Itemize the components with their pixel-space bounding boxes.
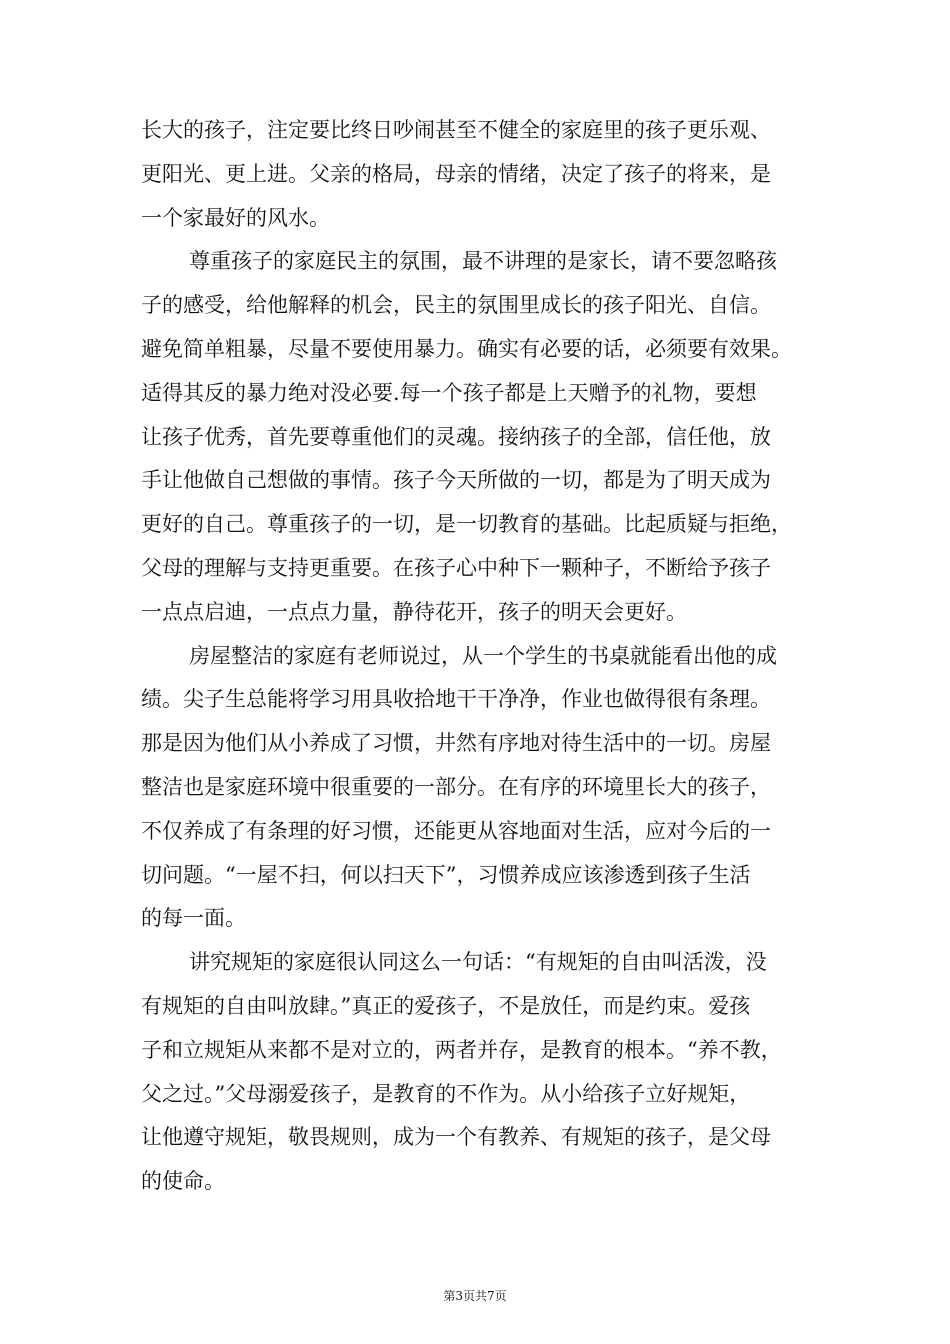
text-line: 的每一面。 xyxy=(141,906,246,931)
text-line: 有规矩的自由叫放肆。”真正的爱孩子，不是放任，而是约束。爱孩 xyxy=(141,993,751,1018)
text-line: 长大的孩子，注定要比终日吵闹甚至不健全的家庭里的孩子更乐观、 xyxy=(141,118,771,142)
paragraph-start-line: 讲究规矩的家庭很认同这么一句话：“有规矩的自由叫活泼，没 xyxy=(189,950,767,975)
text-line: 让他遵守规矩，敬畏规则，成为一个有教养、有规矩的孩子，是父母 xyxy=(141,1125,771,1150)
text-line: 不仅养成了有条理的好习惯，还能更从容地面对生活，应对今后的一 xyxy=(141,818,771,843)
text-line: 父母的理解与支持更重要。在孩子心中种下一颗种子，不断给予孩子 xyxy=(141,555,771,580)
text-line: 一个家最好的风水。 xyxy=(141,205,330,230)
text-line: 更阳光、更上进。父亲的格局，母亲的情绪，决定了孩子的将来，是 xyxy=(141,161,771,186)
text-line: 让孩子优秀，首先要尊重他们的灵魂。接纳孩子的全部，信任他，放 xyxy=(141,424,771,449)
paragraph-start-line: 尊重孩子的家庭民主的氛围，最不讲理的是家长，请不要忽略孩 xyxy=(189,249,777,274)
document-body xyxy=(141,109,831,1204)
text-line: 父之过。”父母溺爱孩子，是教育的不作为。从小给孩子立好规矩， xyxy=(141,1081,751,1106)
paragraph-start-line: 房屋整洁的家庭有老师说过，从一个学生的书桌就能看出他的成 xyxy=(189,643,777,668)
text-line: 那是因为他们从小养成了习惯，井然有序地对待生活中的一切。房屋 xyxy=(141,731,771,756)
text-line: 手让他做自己想做的事情。孩子今天所做的一切，都是为了明天成为 xyxy=(141,468,771,493)
text-line: 切问题。“一屋不扫，何以扫天下”，习惯养成应该渗透到孩子生活 xyxy=(141,862,751,887)
text-line: 子的感受，给他解释的机会，民主的氛围里成长的孩子阳光、自信。 xyxy=(141,293,771,318)
text-line: 绩。尖子生总能将学习用具收拾地干干净净，作业也做得很有条理。 xyxy=(141,687,771,712)
text-line: 整洁也是家庭环境中很重要的一部分。在有序的环境里长大的孩子， xyxy=(141,774,771,799)
text-line: 避免简单粗暴，尽量不要使用暴力。确实有必要的话，必须要有效果。 xyxy=(141,336,792,361)
text-line: 一点点启迪，一点点力量，静待花开，孩子的明天会更好。 xyxy=(141,599,687,624)
text-line: 子和立规矩从来都不是对立的，两者并存，是教育的根本。“养不教， xyxy=(141,1037,782,1062)
text-line: 适得其反的暴力绝对没必要.每一个孩子都是上天赠予的礼物，要想 xyxy=(141,380,757,405)
page-number-footer: 第3页共7页 xyxy=(443,1289,507,1303)
text-line: 的使命。 xyxy=(141,1169,225,1194)
text-line: 更好的自己。尊重孩子的一切，是一切教育的基础。比起质疑与拒绝， xyxy=(141,512,792,537)
